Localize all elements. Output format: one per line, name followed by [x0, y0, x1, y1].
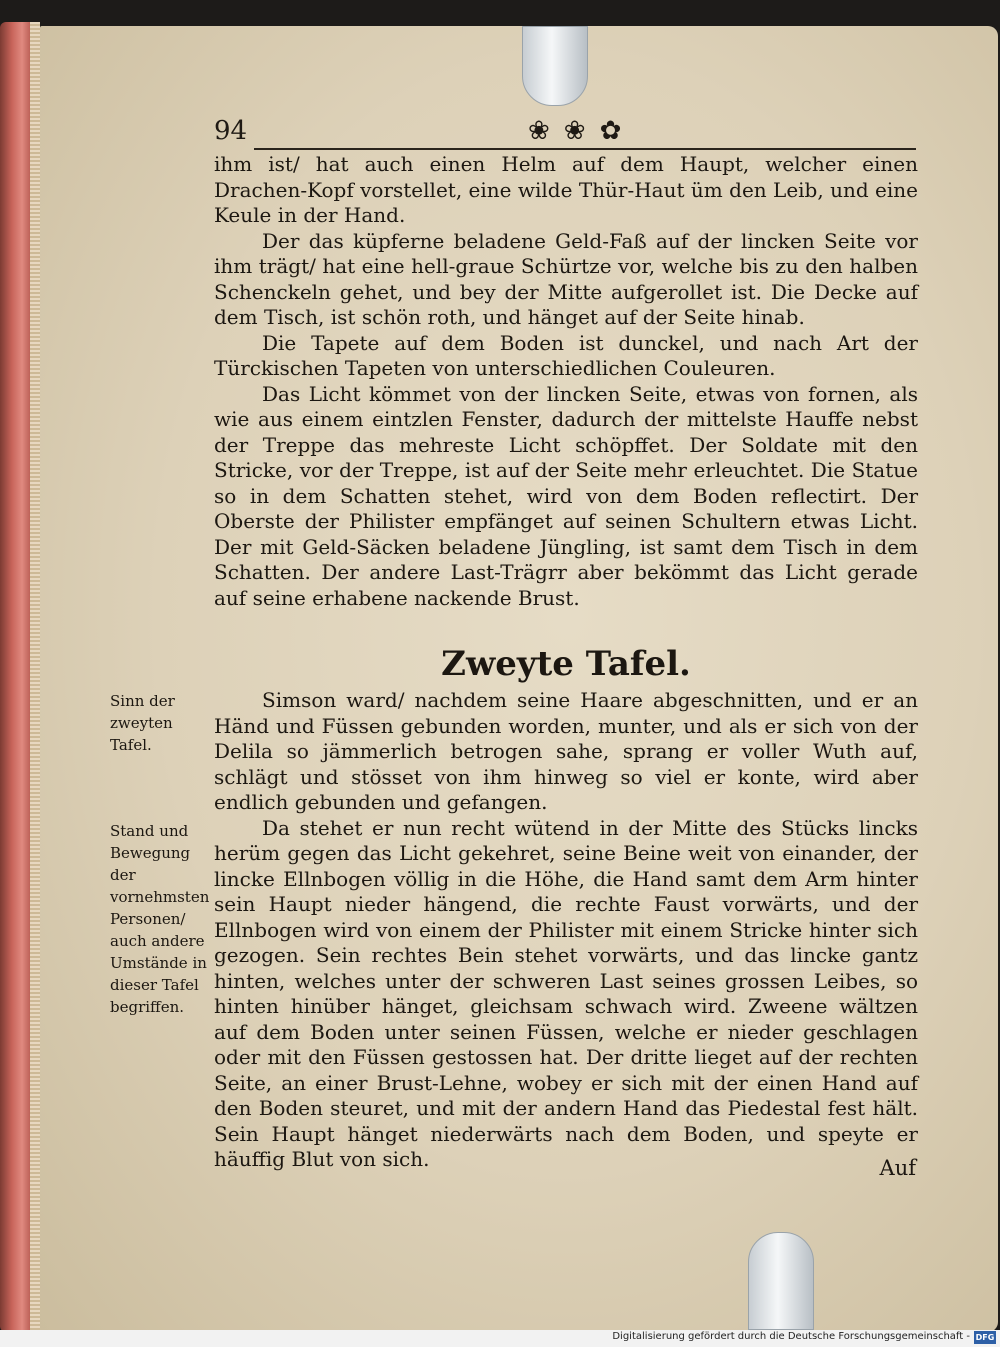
text-block-top	[214, 152, 918, 611]
footer-bar	[0, 1330, 1000, 1347]
ornament-icon: ❀❀✿	[528, 116, 636, 146]
book-edge	[0, 22, 40, 1332]
footer-credit: Digitalisierung gefördert durch die Deutsche Forschungsgemeinschaft -	[612, 1331, 970, 1342]
dfg-logo: DFG	[975, 1333, 995, 1342]
paragraph: Das Licht kömmet von der lincken Seite, etwas von fornen, als wie aus einem eintzlen Fenster, dadurch der mittelste Hauffe nebst der Treppe das mehreste Licht schöpffet. Der Soldate mit den Stricke, vor der Treppe, ist auf der Seite mehr erleuchtet. Die Statue so in dem Schatten stehet, wird von dem Boden reflectirt. Der Oberste der Philister empfänget auf seinen Schultern etwas Licht. Der mit Geld-Säcken beladene Jüngling, ist samt dem Tisch in dem Schatten. Der andere Last-Trägrr aber bekömmt das Licht gerade auf seine erhabene nackende Brust.	[214, 381, 918, 610]
text-block-bottom	[214, 688, 918, 1173]
marginal-note: Stand und Bewegung der vornehmsten Personen/ auch andere Umstände in dieser Tafel begriffen.	[110, 822, 210, 1016]
paragraph: Simson ward/ nachdem seine Haare abgeschnitten, und er an Händ und Füssen gebunden worden, munter, und als er sich von der Delila so jämmerlich betrogen sahe, sprang er voller Wuth auf, schlägt und stösset von ihm hinweg so viel er konte, wird aber endlich gebunden und gefangen.	[214, 688, 918, 814]
paragraph: Der das küpferne beladene Geld-Faß auf der lincken Seite vor ihm trägt/ hat eine hell-graue Schürtze vor, welche bis zu den halben Schenckeln gehet, und bey der Mitte aufgerollet ist. Die Decke auf dem Tisch, ist schön roth, und hänget auf der Seite hinab.	[214, 228, 918, 329]
page-number: 94	[214, 116, 248, 146]
paragraph: Da stehet er nun recht wütend in der Mitte des Stücks lincks herüm gegen das Licht gekehret, seine Beine weit von einander, der lincke Ellnbogen völlig in die Höhe, die Hand samt dem Arm hinter sein Haupt nieder hängend, die rechte Faust vorwärts, und der Ellnbogen wird von einem der Philister mit einem Stricke hinter sich gezogen. Sein rechtes Bein stehet vorwärts, und das lincke gantz hinten, welches unter der schweren Last seines grossen Leibes, so hinten hinüber hänget, gleichsam schwach wird. Zweene wältzen auf dem Boden unter seinen Füssen, welche er nieder geschlagen oder mit den Füssen gestossen hat. Der dritte lieget auf der rechten Seite, an einer Brust-Lehne, wobey er sich mit der einen Hand auf den Boden steuret, und mit der andern Hand das Piedestal fest hält. Sein Haupt hänget niederwärts nach dem Boden, und speyte er häuffig Blut von sich.	[214, 815, 918, 1171]
page-header	[214, 116, 916, 150]
page-clip-top	[522, 26, 588, 106]
marginal-note: Sinn der zweyten Tafel.	[110, 692, 175, 754]
header-rule	[254, 148, 916, 150]
catchword: Auf	[879, 1156, 916, 1180]
paragraph: Die Tapete auf dem Boden ist dunckel, und nach Art der Türckischen Tapeten von unterschiedlichen Couleuren.	[214, 330, 918, 380]
paragraph: ihm ist/ hat auch einen Helm auf dem Haupt, welcher einen Drachen-Kopf vorstellet, eine wilde Thür-Haut üm den Leib, und eine Keule in der Hand.	[214, 152, 918, 227]
page-clip-bottom	[748, 1232, 814, 1330]
section-title: Zweyte Tafel.	[441, 644, 691, 684]
